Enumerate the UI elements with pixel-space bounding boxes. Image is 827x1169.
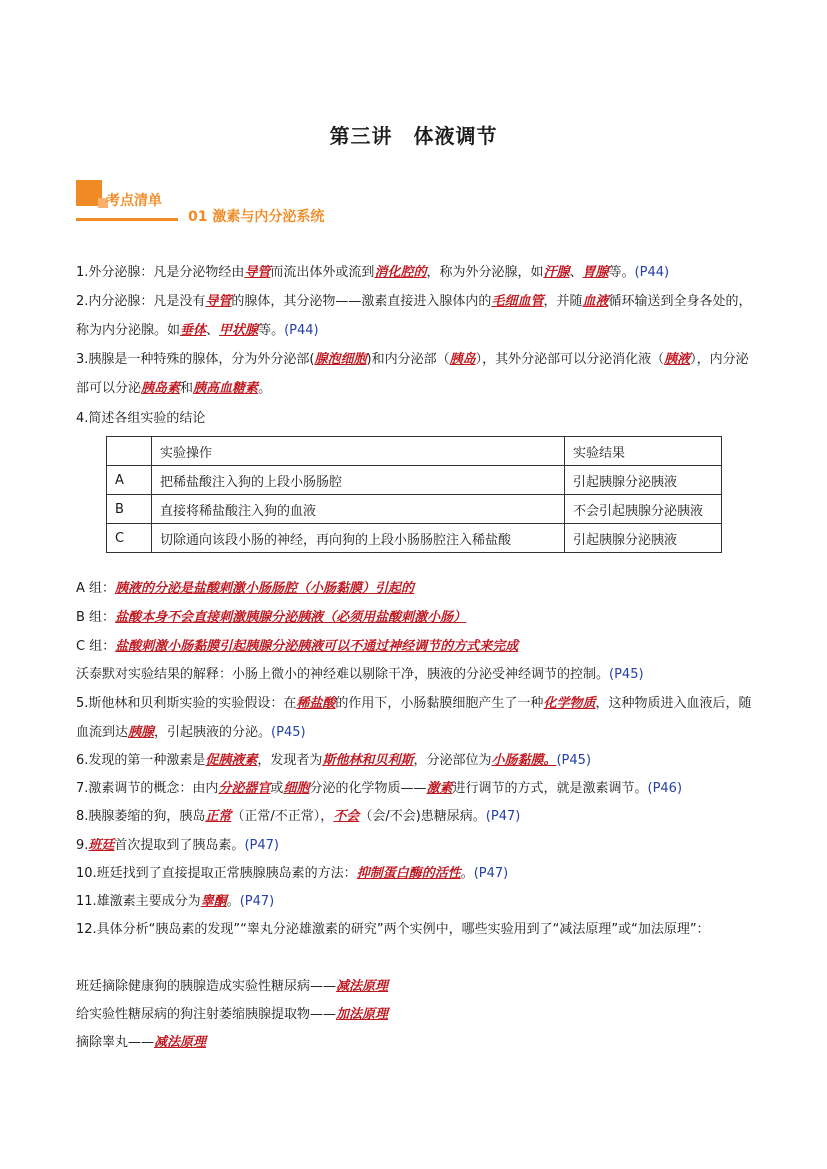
question-7: 7.激素调节的概念：由内分泌器官或细胞分泌的化学物质——激素进行调节的方式，就是激素调节。(P46) [76, 781, 683, 796]
table-cell: A [107, 466, 152, 495]
table-cell: 不会引起胰腺分泌胰液 [565, 495, 722, 524]
conclusion-b: B 组：盐酸本身不会直接刺激胰腺分泌胰液（必须用盐酸刺激小肠） [76, 610, 467, 625]
answer: 激素 [426, 781, 453, 796]
answer: 细胞 [283, 781, 310, 796]
question-6: 6.发现的第一种激素是促胰液素，发现者为斯他林和贝利斯，分泌部位为小肠黏膜。(P45) [76, 753, 592, 768]
answer: 加法原理 [336, 1007, 389, 1022]
answer: 分泌器官 [218, 781, 271, 796]
page-ref: (P47) [473, 866, 509, 881]
answer: 甲状腺 [219, 323, 259, 338]
table-cell: 引起胰腺分泌胰液 [565, 524, 722, 553]
answer: 斯他林和贝利斯 [322, 753, 414, 768]
answer: 胰岛 [449, 352, 476, 367]
answer: 不会 [333, 809, 360, 824]
answer: 睾酮 [200, 894, 227, 909]
page-ref: (P47) [485, 809, 521, 824]
answer: 消化腔的 [374, 265, 427, 280]
answer: 垂体 [180, 323, 207, 338]
answer: 减法原理 [336, 979, 389, 994]
question-4-title: 4.简述各组实验的结论 [76, 411, 206, 426]
page-ref: (P46) [647, 781, 683, 796]
page-ref: (P44) [284, 323, 319, 338]
page-title: 第三讲 体液调节 [329, 124, 498, 148]
table-cell: C [107, 524, 152, 553]
answer: 胰岛素 [141, 381, 181, 396]
table-cell: B [107, 495, 152, 524]
table-header-cell: 实验操作 [152, 437, 565, 466]
principle-item: 摘除睾丸——减法原理 [76, 1035, 207, 1050]
answer: 促胰液素 [205, 753, 258, 768]
answer: 胰液 [664, 352, 691, 367]
answer: 汗腺 [543, 265, 570, 280]
answer: 班廷 [88, 838, 115, 853]
question-12: 12.具体分析“胰岛素的发现”“睾丸分泌雄激素的研究”两个实例中，哪些实验用到了“减法原理”或“加法原理”： [76, 922, 710, 937]
section-underline [76, 218, 178, 221]
conclusion-c: C 组：盐酸刺激小肠黏膜引起胰腺分泌胰液可以不通过神经调节的方式来完成 [76, 639, 519, 654]
page-ref: (P45) [609, 667, 644, 682]
question-2: 2.内分泌腺：凡是没有导管的腺体，其分泌物——激素直接进入腺体内的毛细血管，并随血液循环输送到全身各处的，称为内分泌腺。如垂体、甲状腺等。(P44) [76, 294, 752, 338]
question-8: 8.胰腺萎缩的狗，胰岛正常（正常/不正常），不会（会/不会)患糖尿病。(P47) [76, 809, 521, 824]
principle-item: 班廷摘除健康狗的胰腺造成实验性糖尿病——减法原理 [76, 979, 389, 994]
answer: 稀盐酸 [296, 696, 336, 711]
answer: 导管 [244, 265, 271, 280]
table-header-cell [107, 437, 152, 466]
page-ref: (P47) [239, 894, 275, 909]
answer: 胰液的分泌是盐酸刺激小肠肠腔（小肠黏膜）引起的 [115, 581, 415, 596]
answer: 血液 [582, 294, 609, 309]
question-3: 3.胰腺是一种特殊的腺体，分为外分泌部(腺泡细胞)和内分泌部（胰岛），其外分泌部可以分泌消化液（胰液），内分泌部可以分泌胰岛素和胰高血糖素。 [76, 352, 749, 396]
table-cell: 引起胰腺分泌胰液 [565, 466, 722, 495]
page-ref: (P47) [244, 838, 279, 853]
table-header-cell: 实验结果 [565, 437, 722, 466]
answer: 抑制蛋白酶的活性 [356, 866, 461, 881]
table-row [107, 466, 722, 495]
question-9: 9.班廷首次提取到了胰岛素。(P47) [76, 838, 279, 853]
question-1: 1.外分泌腺：凡是分泌物经由导管而流出体外或流到消化腔的，称为外分泌腺，如汗腺、胃腺等。(P44) [76, 265, 670, 280]
answer: 小肠黏膜。 [491, 753, 557, 768]
answer: 腺泡细胞 [314, 352, 367, 367]
question-10: 10.班廷找到了直接提取正常胰腺胰岛素的方法：抑制蛋白酶的活性。(P47) [76, 866, 509, 881]
answer: 化学物质 [543, 696, 596, 711]
page-ref: (P44) [634, 265, 670, 280]
answer: 减法原理 [154, 1035, 207, 1050]
conclusion-a: A 组：胰液的分泌是盐酸刺激小肠肠腔（小肠黏膜）引起的 [76, 581, 415, 596]
experiment-table [106, 436, 722, 553]
answer: 毛细血管 [491, 294, 544, 309]
answer: 胰高血糖素 [193, 381, 259, 396]
answer: 正常 [205, 809, 232, 824]
page-ref: (P45) [556, 753, 592, 768]
answer: 胃腺 [582, 265, 609, 280]
section-badge: 考点清单 [106, 193, 162, 209]
answer: 盐酸本身不会直接刺激胰腺分泌胰液（必须用盐酸刺激小肠） [115, 610, 467, 625]
table-row [107, 524, 722, 553]
wertheimer-explanation: 沃泰默对实验结果的解释：小肠上微小的神经难以剔除干净，胰液的分泌受神经调节的控制。(P45) [76, 667, 644, 682]
table-header-row [107, 437, 722, 466]
answer: 盐酸刺激小肠黏膜引起胰腺分泌胰液可以不通过神经调节的方式来完成 [115, 639, 519, 654]
answer: 胰腺 [128, 725, 155, 740]
table-cell: 切除通向该段小肠的神经，再向狗的上段小肠肠腔注入稀盐酸 [152, 524, 565, 553]
table-cell: 直接将稀盐酸注入狗的血液 [152, 495, 565, 524]
section-header [76, 180, 356, 224]
answer: 导管 [205, 294, 232, 309]
table-cell: 把稀盐酸注入狗的上段小肠肠腔 [152, 466, 565, 495]
question-5: 5.斯他林和贝利斯实验的实验假设：在稀盐酸的作用下，小肠黏膜细胞产生了一种化学物质，这种物质进入血液后，随血流到达胰腺，引起胰液的分泌。(P45) [76, 696, 752, 740]
principle-item: 给实验性糖尿病的狗注射萎缩胰腺提取物——加法原理 [76, 1007, 389, 1022]
page-ref: (P45) [271, 725, 306, 740]
section-subtitle: 01 激素与内分泌系统 [188, 209, 325, 225]
question-11: 11.雄激素主要成分为睾酮。(P47) [76, 894, 275, 909]
table-row [107, 495, 722, 524]
